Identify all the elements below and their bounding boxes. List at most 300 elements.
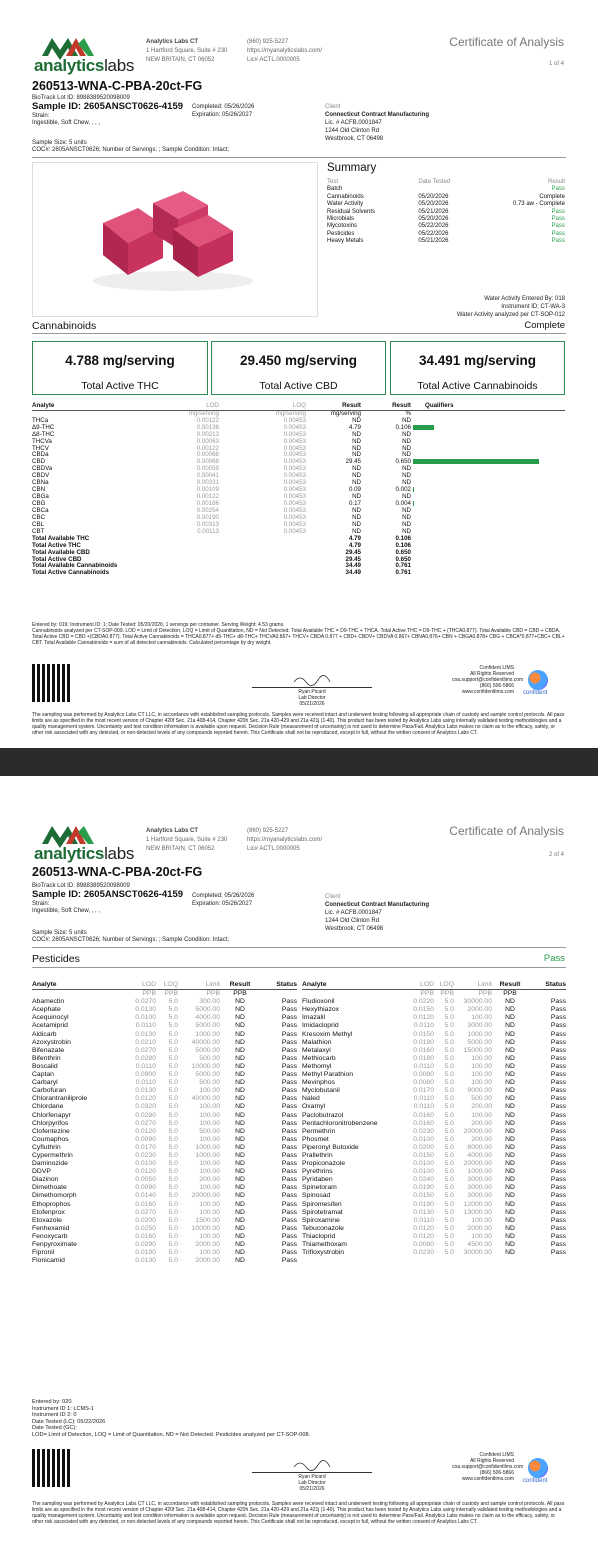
summary-date: 05/21/2026 [418,208,449,215]
status-value: Pass [281,1168,297,1176]
pesticide-row [302,1152,566,1160]
unit-result-pct: % [405,409,411,417]
sample-id: Sample ID: 2605ANSCT0626-4159 [32,889,184,900]
result-mg: 0.17 [348,500,361,508]
analyte-name: THCV [32,444,49,452]
pesticide-row [32,1144,297,1152]
cannabinoid-row [32,529,565,536]
result-pct: ND [402,416,411,424]
limit-value: 8000.00 [467,1143,492,1151]
percent-bar [413,501,414,506]
pesticide-row [32,1192,297,1200]
lod-value: 0.00041 [196,472,219,480]
analyte-name: Propiconazole [302,1160,346,1168]
result-mg: 0.09 [348,486,361,494]
pesticide-header-row [32,981,297,990]
result-value: ND [505,1224,515,1232]
total-thc-label: Total Active THC [81,380,159,392]
result-value: ND [235,1079,245,1087]
loq-value: 5.0 [168,1151,178,1159]
limit-value: 1000.00 [195,1151,220,1159]
loq-value: 0.00453 [283,486,306,494]
summary-test: Cannabinoids [327,193,364,200]
loq-value: 5.0 [444,1224,454,1232]
limit-value: 1000.00 [195,1030,220,1038]
analyte-name: Spinetoram [302,1184,337,1192]
result-pct: ND [402,451,411,459]
pesticide-row [302,1168,566,1176]
lod-value: 0.00109 [196,486,219,494]
col-lod: LOD [420,981,434,988]
result-value: ND [235,1151,245,1159]
analyte-name: CBN [32,486,46,494]
total-cannabinoids-box [390,341,565,395]
total-cannabinoids-label: Total Active Cannabinoids [417,380,538,392]
analyte-name: Captan [32,1071,54,1079]
percent-bar [413,459,539,464]
pesticide-row [302,1103,566,1111]
summary-row [327,223,565,230]
result-pct: ND [402,514,411,522]
pesticide-row [32,1014,297,1022]
summary-date [406,186,479,193]
analyte-name: Bifenthrin [32,1054,61,1062]
loq-value: 5.0 [168,1095,178,1103]
pesticide-row [32,1112,297,1120]
unit-col-result: PPB [503,990,517,998]
pesticide-row [32,1225,297,1233]
unit-lod: mg/serving [188,409,219,417]
analyte-name: Aldicarb [32,1030,57,1038]
unit-col-lod: PPB [420,990,434,998]
lod-value: 0.0130 [135,1087,156,1095]
limit-value: 100.00 [199,1232,220,1240]
qualifier-cell [411,425,565,432]
loq-value: 5.0 [168,1224,178,1232]
lod-value: 0.00213 [196,430,219,438]
result-value: ND [505,998,515,1006]
col-qualifiers: Qualifiers [425,402,454,409]
lod-value: 0.0150 [413,1030,434,1038]
lod-value: 0.0120 [135,1168,156,1176]
status-value: Pass [550,1103,566,1111]
result-value: ND [235,1103,245,1111]
analyte-name: Prallethrin [302,1151,333,1159]
biotrack-id: BioTrack Lot ID: 8988389520098009 [32,95,130,101]
status-value: Pass [550,1241,566,1248]
status-value: Pass [550,1184,566,1192]
result-value: ND [505,1160,515,1168]
result-value: ND [235,1168,245,1176]
unit-col-analyte [32,990,118,999]
analyte-name: CBGa [32,493,49,501]
pesticide-row [302,1087,566,1095]
result-value: ND [235,1241,245,1248]
analyte-name: Δ9-THC [32,423,55,431]
qualifier-cell [411,432,565,439]
unit-col-analyte [302,990,402,999]
lod-value: 0.00122 [196,493,219,501]
result-value: ND [505,1014,515,1022]
analyte-name: THCVa [32,437,52,445]
result-pct: ND [402,430,411,438]
limit-value: 200.00 [471,1103,492,1111]
qualifier-cell [411,529,565,536]
loq-value: 5.0 [444,1062,454,1070]
lod-value: 0.00254 [196,507,219,515]
status-value: Pass [550,1119,566,1127]
result-value: ND [505,1176,515,1184]
loq-value: 5.0 [444,1200,454,1208]
client-info: Connecticut Contract Manufacturing Lic. # ACFB.0001847 1244 Old Clinton Rd Westbrook, CT 06498 [325,902,430,932]
result-value: ND [235,1127,245,1135]
result-value: ND [505,1151,515,1159]
limit-value: 100.00 [471,1014,492,1022]
col-result-pct: Result [392,402,411,409]
result-value: ND [235,1160,245,1168]
qualifier-cell [411,439,565,446]
result-mg: ND [352,514,361,522]
qualifier-cell [411,522,565,529]
limit-value: 300.00 [199,998,220,1006]
total-name: Total Available Cannabinoids [32,562,118,570]
lab-contact: (860) 925-5227 https://myanalyticslabs.com/ Lic# ACTL.0000005 [247,828,323,852]
result-value: ND [505,1232,515,1240]
confident-logo-text: confident [523,1478,548,1484]
analyte-name: Myclobutanil [302,1087,340,1095]
col-lod: LOD [142,981,156,988]
status-value: Pass [281,1111,297,1119]
result-value: ND [235,1224,245,1232]
analyte-name: Thiamethoxam [302,1241,347,1248]
qualifier-cell [411,473,565,480]
lod-value: 0.0120 [413,1224,434,1232]
status-value: Pass [550,1192,566,1200]
pesticide-row [302,1055,566,1063]
coa-page-1 [0,0,598,748]
loq-value: 0.00453 [283,465,306,473]
pesticide-row [302,1184,566,1192]
pesticide-row [302,1047,566,1055]
col-limit: Limit [205,981,220,988]
limit-value: 500.00 [199,1054,220,1062]
lod-value: 0.0120 [135,1095,156,1103]
result-value: ND [505,1208,515,1216]
col-loq: LOQ [439,981,454,988]
loq-value: 0.00453 [283,500,306,508]
result-pct: 0.106 [395,423,411,431]
lod-value: 0.0130 [413,1208,434,1216]
status-value: Pass [550,1079,566,1087]
loq-value: 0.00453 [283,451,306,459]
result-value: ND [235,1184,245,1192]
loq-value: 0.00453 [283,437,306,445]
pesticide-row [302,1120,566,1128]
result-mg: 29.45 [345,458,361,466]
cannabinoid-table [32,403,565,577]
pesticide-row [302,1128,566,1136]
result-value: ND [235,1119,245,1127]
limit-value: 100.00 [199,1184,220,1192]
result-pct: 0.004 [395,500,411,508]
analyte-name: Diazinon [32,1176,59,1184]
status-value: Pass [281,1143,297,1151]
loq-value: 5.0 [444,1241,454,1248]
lod-value: 0.0100 [135,1014,156,1022]
matrix: Ingestible, Soft Chew, , , , [32,120,101,126]
limit-value: 3000.00 [467,1176,492,1184]
limit-value: 100.00 [471,1071,492,1079]
analyte-name: DDVP [32,1168,51,1176]
analyte-name: Fenhexamid [32,1224,70,1232]
result-value: ND [235,1208,245,1216]
status-value: Pass [281,1208,297,1216]
result-mg: ND [352,479,361,487]
loq-value: 5.0 [168,1135,178,1143]
status-value: Pass [550,1135,566,1143]
lod-value: 0.00331 [196,479,219,487]
pesticide-row [302,1039,566,1047]
analyte-name: Kresoxim Methyl [302,1030,353,1038]
result-mg: ND [352,520,361,528]
status-value: Pass [550,1062,566,1070]
analyte-name: Spinosad [302,1192,331,1200]
pesticide-row [302,1063,566,1071]
client-label: Client [325,104,341,110]
analyte-name: CBCa [32,507,49,515]
summary-test: Batch [327,186,343,193]
analyte-name: Methiocarb [302,1054,336,1062]
result-value: ND [505,1127,515,1135]
pesticide-row [32,1217,297,1225]
total-name: Total Available THC [32,534,90,542]
status-value: Pass [281,1224,297,1232]
unit-col-loq: PPB [164,990,178,998]
biotrack-id: BioTrack Lot ID: 8988389520098009 [32,883,130,889]
result-pct: 0.002 [395,486,411,494]
limit-value: 3000.00 [467,1192,492,1200]
result-value: ND [505,1006,515,1014]
divider [32,157,566,158]
lod-value: 0.0160 [413,1119,434,1127]
lod-value: 0.0080 [413,1079,434,1087]
limit-value: 40000.00 [191,1095,220,1103]
lod-value: 0.0180 [413,1054,434,1062]
result-value: ND [505,1143,515,1151]
lod-value: 0.0210 [135,1038,156,1046]
limit-value: 4000.00 [195,1014,220,1022]
loq-value: 5.0 [444,1046,454,1054]
result-pct: ND [402,472,411,480]
total-cbd-label: Total Active CBD [259,380,338,392]
loq-value: 0.00453 [283,527,306,535]
result-value: ND [505,1103,515,1111]
summary-row [327,216,565,223]
analyte-name: Oxamyl [302,1103,326,1111]
lims-info: Confident LIMS All Rights Reserved coa.support@confidentlims.com (866) 506-5866 www.confidentlims.com [452,665,524,695]
pesticide-row [302,1225,566,1233]
pesticide-table-right [302,981,566,1257]
total-mg: 34.49 [345,569,361,577]
divider [32,947,566,948]
confident-logo-icon [528,1458,548,1478]
limit-value: 100.00 [199,1200,220,1208]
lod-value: 0.0160 [413,1111,434,1119]
analyte-name: Acephate [32,1006,61,1014]
result-mg: ND [352,444,361,452]
loq-value: 5.0 [444,1038,454,1046]
result-pct: ND [402,507,411,515]
analyte-name: Hexythiazox [302,1006,340,1014]
result-value: ND [505,1038,515,1046]
qualifier-cell [411,446,565,453]
qualifier-cell [411,452,565,459]
total-mg: 34.49 [345,562,361,570]
lab-address: Analytics Labs CT 1 Hartford Square, Suite # 230 NEW BRITAIN, CT 06052 [146,39,228,63]
loq-value: 5.0 [168,1046,178,1054]
limit-value: 2000.00 [467,1006,492,1014]
lab-contact: (860) 925-5227 https://myanalyticslabs.com/ Lic# ACTL.0000005 [247,39,323,63]
pesticide-row [302,1201,566,1209]
result-value: ND [505,1095,515,1103]
lod-value: 0.0270 [135,1208,156,1216]
col-limit: Limit [477,981,492,988]
gummy-image-icon [33,163,317,316]
analyte-name: CBDV [32,472,50,480]
pesticide-row [302,998,566,1006]
limit-value: 100.00 [199,1087,220,1095]
cannabinoid-total-row [32,570,565,577]
status-value: Pass [550,1006,566,1014]
status-value: Pass [281,998,297,1006]
result-mg: ND [352,465,361,473]
analyte-name: Bifenazate [32,1046,65,1054]
pesticide-row [32,1241,297,1249]
analyte-name: Pyridaben [302,1176,333,1184]
lims-info: Confident LIMS All Rights Reserved coa.support@confidentlims.com (866) 506-5866 www.confidentlims.com [452,1452,524,1482]
status-value: Pass [550,1151,566,1159]
summary-test: Heavy Metals [327,238,364,245]
coc: COC#: 2605ANSCT0626; Number of Servings: ; Sample Condition: Intact; [32,147,230,153]
status-value: Pass [281,1127,297,1135]
page-separator [0,748,598,776]
lod-value: 0.0130 [135,1006,156,1014]
pesticide-row [32,1120,297,1128]
analyte-name: Chlorpyrifos [32,1119,69,1127]
result-value: ND [235,1135,245,1143]
cannabinoids-status: Complete [524,320,565,331]
status-value: Pass [550,1232,566,1240]
analyte-name: CBD [32,458,46,466]
result-value: ND [235,1216,245,1224]
pesticide-row [302,1112,566,1120]
lod-value: 0.00186 [196,500,219,508]
loq-value: 5.0 [444,1054,454,1062]
client-info: Connecticut Contract Manufacturing Lic. # ACFB.0001847 1244 Old Clinton Rd Westbrook, CT 06498 [325,112,430,142]
logo-text: analyticslabs [34,56,135,75]
status-value: Pass [550,1224,566,1232]
pesticide-row [302,1071,566,1079]
confident-logo-icon [528,670,548,690]
loq-value: 5.0 [168,1022,178,1030]
loq-value: 5.0 [444,1184,454,1192]
total-mg: 29.45 [345,555,361,563]
status-value: Pass [281,1151,297,1159]
unit-col-result: PPB [233,990,247,998]
summary-date: 05/20/2026 [418,201,449,208]
pesticide-row [32,1071,297,1079]
total-pct: 0.650 [395,548,411,556]
lod-value: 0.0230 [413,1127,434,1135]
lod-value: 0.0150 [413,1192,434,1200]
result-value: ND [505,1046,515,1054]
status-value: Pass [281,1184,297,1192]
result-mg: ND [352,527,361,535]
limit-value: 5000.00 [195,1006,220,1014]
pesticide-row [32,1233,297,1241]
qr-code-icon[interactable] [32,664,70,702]
limit-value: 12000.00 [463,1200,492,1208]
result-value: ND [505,1168,515,1176]
analyte-name: CBL [32,520,45,528]
result-value: ND [235,1087,245,1095]
qr-code-icon[interactable] [32,1449,70,1487]
cannabinoid-total-row [32,550,565,557]
lod-value: 0.0160 [135,1232,156,1240]
result-value: ND [505,1054,515,1062]
pesticide-units-row [302,990,566,999]
cannabinoid-total-row [32,543,565,550]
summary-result: Pass [551,186,565,193]
analyte-name: Spirotetramat [302,1208,343,1216]
loq-value: 5.0 [168,1111,178,1119]
lod-value: 0.0280 [135,1111,156,1119]
result-value: ND [235,1038,245,1046]
limit-value: 100.00 [199,1103,220,1111]
qualifier-cell [411,459,565,466]
result-pct: ND [402,527,411,535]
page-number: 2 of 4 [548,852,564,858]
limit-value: 15000.00 [463,1046,492,1054]
status-value: Pass [281,1006,297,1014]
lod-value: 0.0130 [135,1257,156,1265]
summary-table [327,179,565,246]
pesticide-row [32,1152,297,1160]
lod-value: 0.0080 [413,1241,434,1248]
loq-value: 5.0 [444,1006,454,1014]
lod-value: 0.0320 [135,1103,156,1111]
status-value: Pass [550,1022,566,1030]
result-pct: ND [402,479,411,487]
result-value: ND [235,1006,245,1014]
result-mg: ND [352,493,361,501]
status-value: Pass [281,1257,297,1265]
limit-value: 1000.00 [467,1168,492,1176]
result-value: ND [235,1022,245,1030]
col-result: Result [499,981,521,988]
limit-value: 100.00 [471,1054,492,1062]
pesticide-row [32,1095,297,1103]
status-value: Pass [281,1232,297,1240]
loq-value: 5.0 [168,1087,178,1095]
signature-icon [292,674,332,686]
lod-value: 0.0110 [135,1022,156,1030]
signer: Ryan Picard Lab Director 05/21/2026 [298,689,326,707]
loq-value: 5.0 [444,1119,454,1127]
loq-value: 5.0 [444,1103,454,1111]
pesticide-row [302,1144,566,1152]
summary-result: 0.73 aw - Complete [512,201,565,208]
